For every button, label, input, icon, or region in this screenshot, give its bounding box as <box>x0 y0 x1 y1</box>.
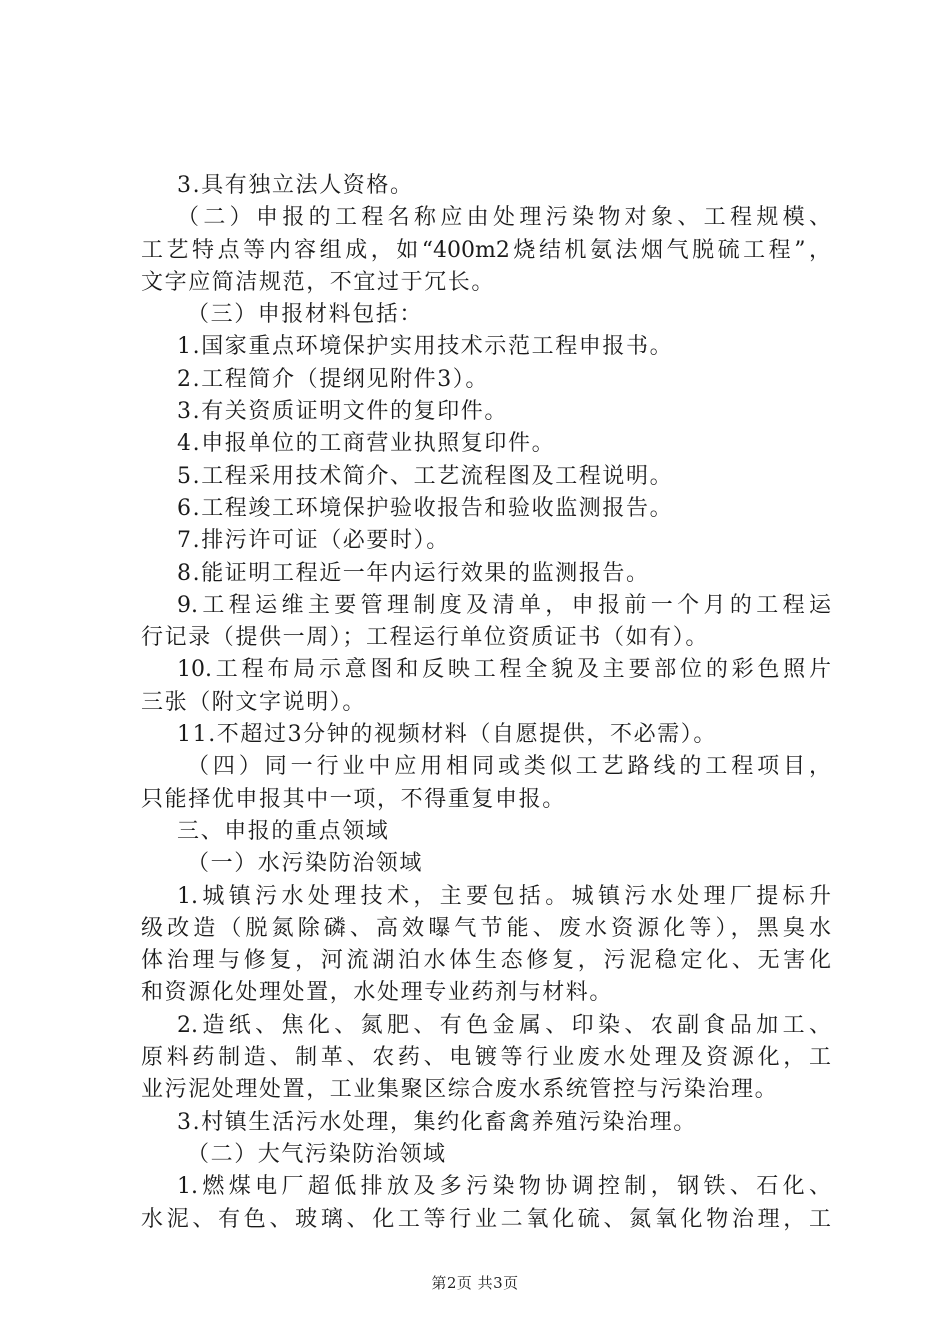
list-item: 1.国家重点环境保护实用技术示范工程申报书。 <box>177 334 674 360</box>
paragraph-line: 水泥、有色、玻璃、化工等行业二氧化硫、氮氧化物治理，工 <box>141 1206 831 1232</box>
list-item: 7.排污许可证（必要时）。 <box>177 528 450 554</box>
list-item: 10.工程布局示意图和反映工程全貌及主要部位的彩色照片 <box>177 657 831 683</box>
paragraph-line: 3.具有独立法人资格。 <box>177 173 414 198</box>
list-item: 6.工程竣工环境保护验收报告和验收监测报告。 <box>177 495 674 521</box>
paragraph-line: 文字应简洁规范，不宜过于冗长。 <box>141 269 496 295</box>
paragraph-line: 工艺特点等内容组成，如“400m2烧结机氨法烟气脱硫工程”， <box>141 237 831 263</box>
list-item: 8.能证明工程近一年内运行效果的监测报告。 <box>177 560 650 586</box>
list-item: 5.工程采用技术简介、工艺流程图及工程说明。 <box>177 463 674 489</box>
list-item: 2.工程简介（提纲见附件3）。 <box>177 366 489 392</box>
document-body <box>141 170 831 1236</box>
paragraph-line: 2.造纸、焦化、氮肥、有色金属、印染、农副食品加工、 <box>177 1012 831 1038</box>
paragraph-line: 体治理与修复，河流湖泊水体生态修复，污泥稳定化、无害化 <box>141 948 831 974</box>
paragraph-line: 级改造（脱氮除磷、高效曝气节能、废水资源化等），黑臭水 <box>141 915 831 941</box>
paragraph-line: 1.燃煤电厂超低排放及多污染物协调控制，钢铁、石化、 <box>177 1174 831 1200</box>
list-item-continuation: 行记录（提供一周）；工程运行单位资质证书（如有）。 <box>141 625 710 651</box>
paragraph-line: 和资源化处理处置，水处理专业药剂与材料。 <box>141 980 614 1006</box>
subsection-heading: （二）大气污染防治领域 <box>187 1141 447 1167</box>
list-item: 3.有关资质证明文件的复印件。 <box>177 399 508 425</box>
paragraph-line: 3.村镇生活污水处理，集约化畜禽养殖污染治理。 <box>177 1109 697 1135</box>
paragraph-line: 1.城镇污水处理技术，主要包括。城镇污水处理厂提标升 <box>177 883 831 909</box>
paragraph-line: （二）申报的工程名称应由处理污染物对象、工程规模、 <box>177 205 831 231</box>
paragraph-line: 只能择优申报其中一项，不得重复申报。 <box>141 786 566 812</box>
list-item: 9.工程运维主要管理制度及清单，申报前一个月的工程运 <box>177 592 831 618</box>
paragraph-line: 业污泥处理处置，工业集聚区综合废水系统管控与污染治理。 <box>141 1077 779 1103</box>
list-item-continuation: 三张（附文字说明）。 <box>141 689 367 715</box>
section-heading: 三、申报的重点领域 <box>177 818 390 844</box>
list-item: 4.申报单位的工商营业执照复印件。 <box>177 431 556 457</box>
paragraph-line: （四）同一行业中应用相同或类似工艺路线的工程项目， <box>187 754 831 780</box>
paragraph-line: 原料药制造、制革、农药、电镀等行业废水处理及资源化，工 <box>141 1045 831 1071</box>
subsection-heading: （一）水污染防治领域 <box>187 851 424 877</box>
list-item: 11.不超过3分钟的视频材料（自愿提供，不必需）。 <box>177 722 717 748</box>
section-heading: （三）申报材料包括： <box>187 302 424 328</box>
page-footer: 第2页 共3页 <box>431 1274 519 1292</box>
